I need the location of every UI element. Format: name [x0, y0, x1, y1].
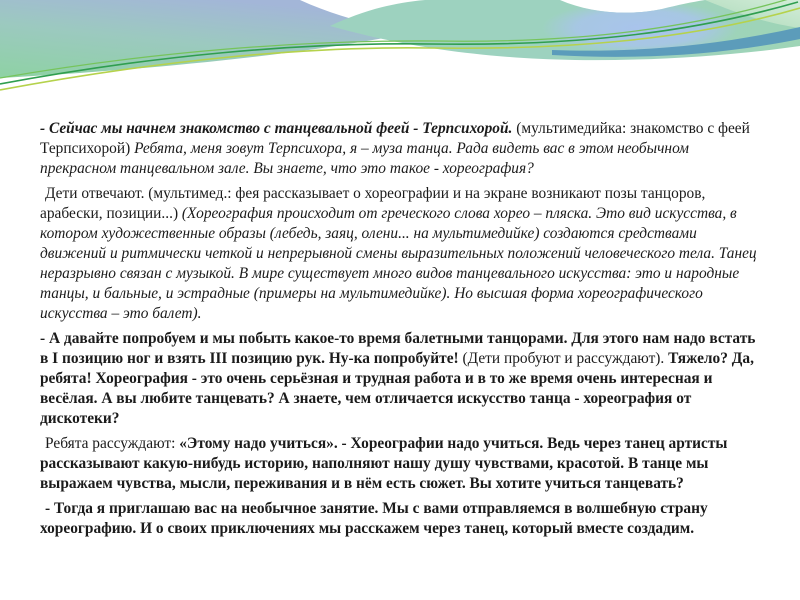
text-run: (Хореография происходит от греческого слова хорео – пляска. Это вид искусства, в котором художественные образы (лебедь, заяц, олени... на мультимедийке) создаются средствами движений и ритмически четкой и непрерывной смены выразительных положений человеческого тела. Танец неразрывно связан с музыкой. В мире существует много видов танцевального искусства: это и народные танцы, и бальные, и эстрадные (примеры на мультимедийке). Но высшая форма хореографического искусства – это балет).	[40, 205, 757, 322]
text-run: Тяжело? Да, ребята! Хореография - это очень серьёзная и трудная работа и в то же время очень интересная и весёлая. А вы любите танцевать? А знаете, чем отличается искусство танца - хореография от дискотеки?	[40, 350, 754, 427]
paragraph-2	[40, 184, 762, 324]
text-run: - Тогда я приглашаю вас на необычное занятие. Мы с вами отправляемся в волшебную страну хореографию. И о своих приключениях мы расскажем через танец, который вместе создадим.	[40, 500, 708, 537]
text-run: Дети отвечают. (мультимед.: фея рассказывает о хореографии и на экране возникают позы танцоров, арабески, позиции...)	[40, 185, 706, 222]
paragraph-3	[40, 329, 762, 429]
text-run: (Дети пробуют и рассуждают).	[462, 350, 669, 367]
text-run: - Сейчас мы начнем знакомство с танцевальной феей - Терпсихорой.	[40, 120, 517, 137]
text-run: - А давайте попробуем и мы побыть какое-то время балетными танцорами. Для этого нам надо встать в I позицию ног и взять III позицию рук. Ну-ка попробуйте!	[40, 330, 756, 367]
paragraph-5	[40, 499, 762, 539]
wave-band-left	[0, 0, 420, 78]
text-run: Ребята рассуждают:	[45, 435, 180, 452]
paragraph-4	[40, 434, 762, 494]
lesson-script-text	[40, 119, 762, 544]
text-run: Ребята, меня зовут Терпсихора, я – муза танца. Рада видеть вас в этом необычном прекрасном танцевальном зале. Вы знаете, что это такое - хореография?	[40, 140, 689, 177]
text-run: «Этому надо учиться». - Хореографии надо учиться. Ведь через танец артисты рассказывают какую-нибудь историю, наполняют нашу душу чувствами, красотой. В танце мы выражаем чувства, мысли, переживания и в нём есть сюжет. Вы хотите учиться танцевать?	[40, 435, 728, 492]
text-run: (мультимедийка: знакомство с феей Терпсихорой)	[40, 120, 750, 157]
paragraph-1	[40, 119, 762, 179]
